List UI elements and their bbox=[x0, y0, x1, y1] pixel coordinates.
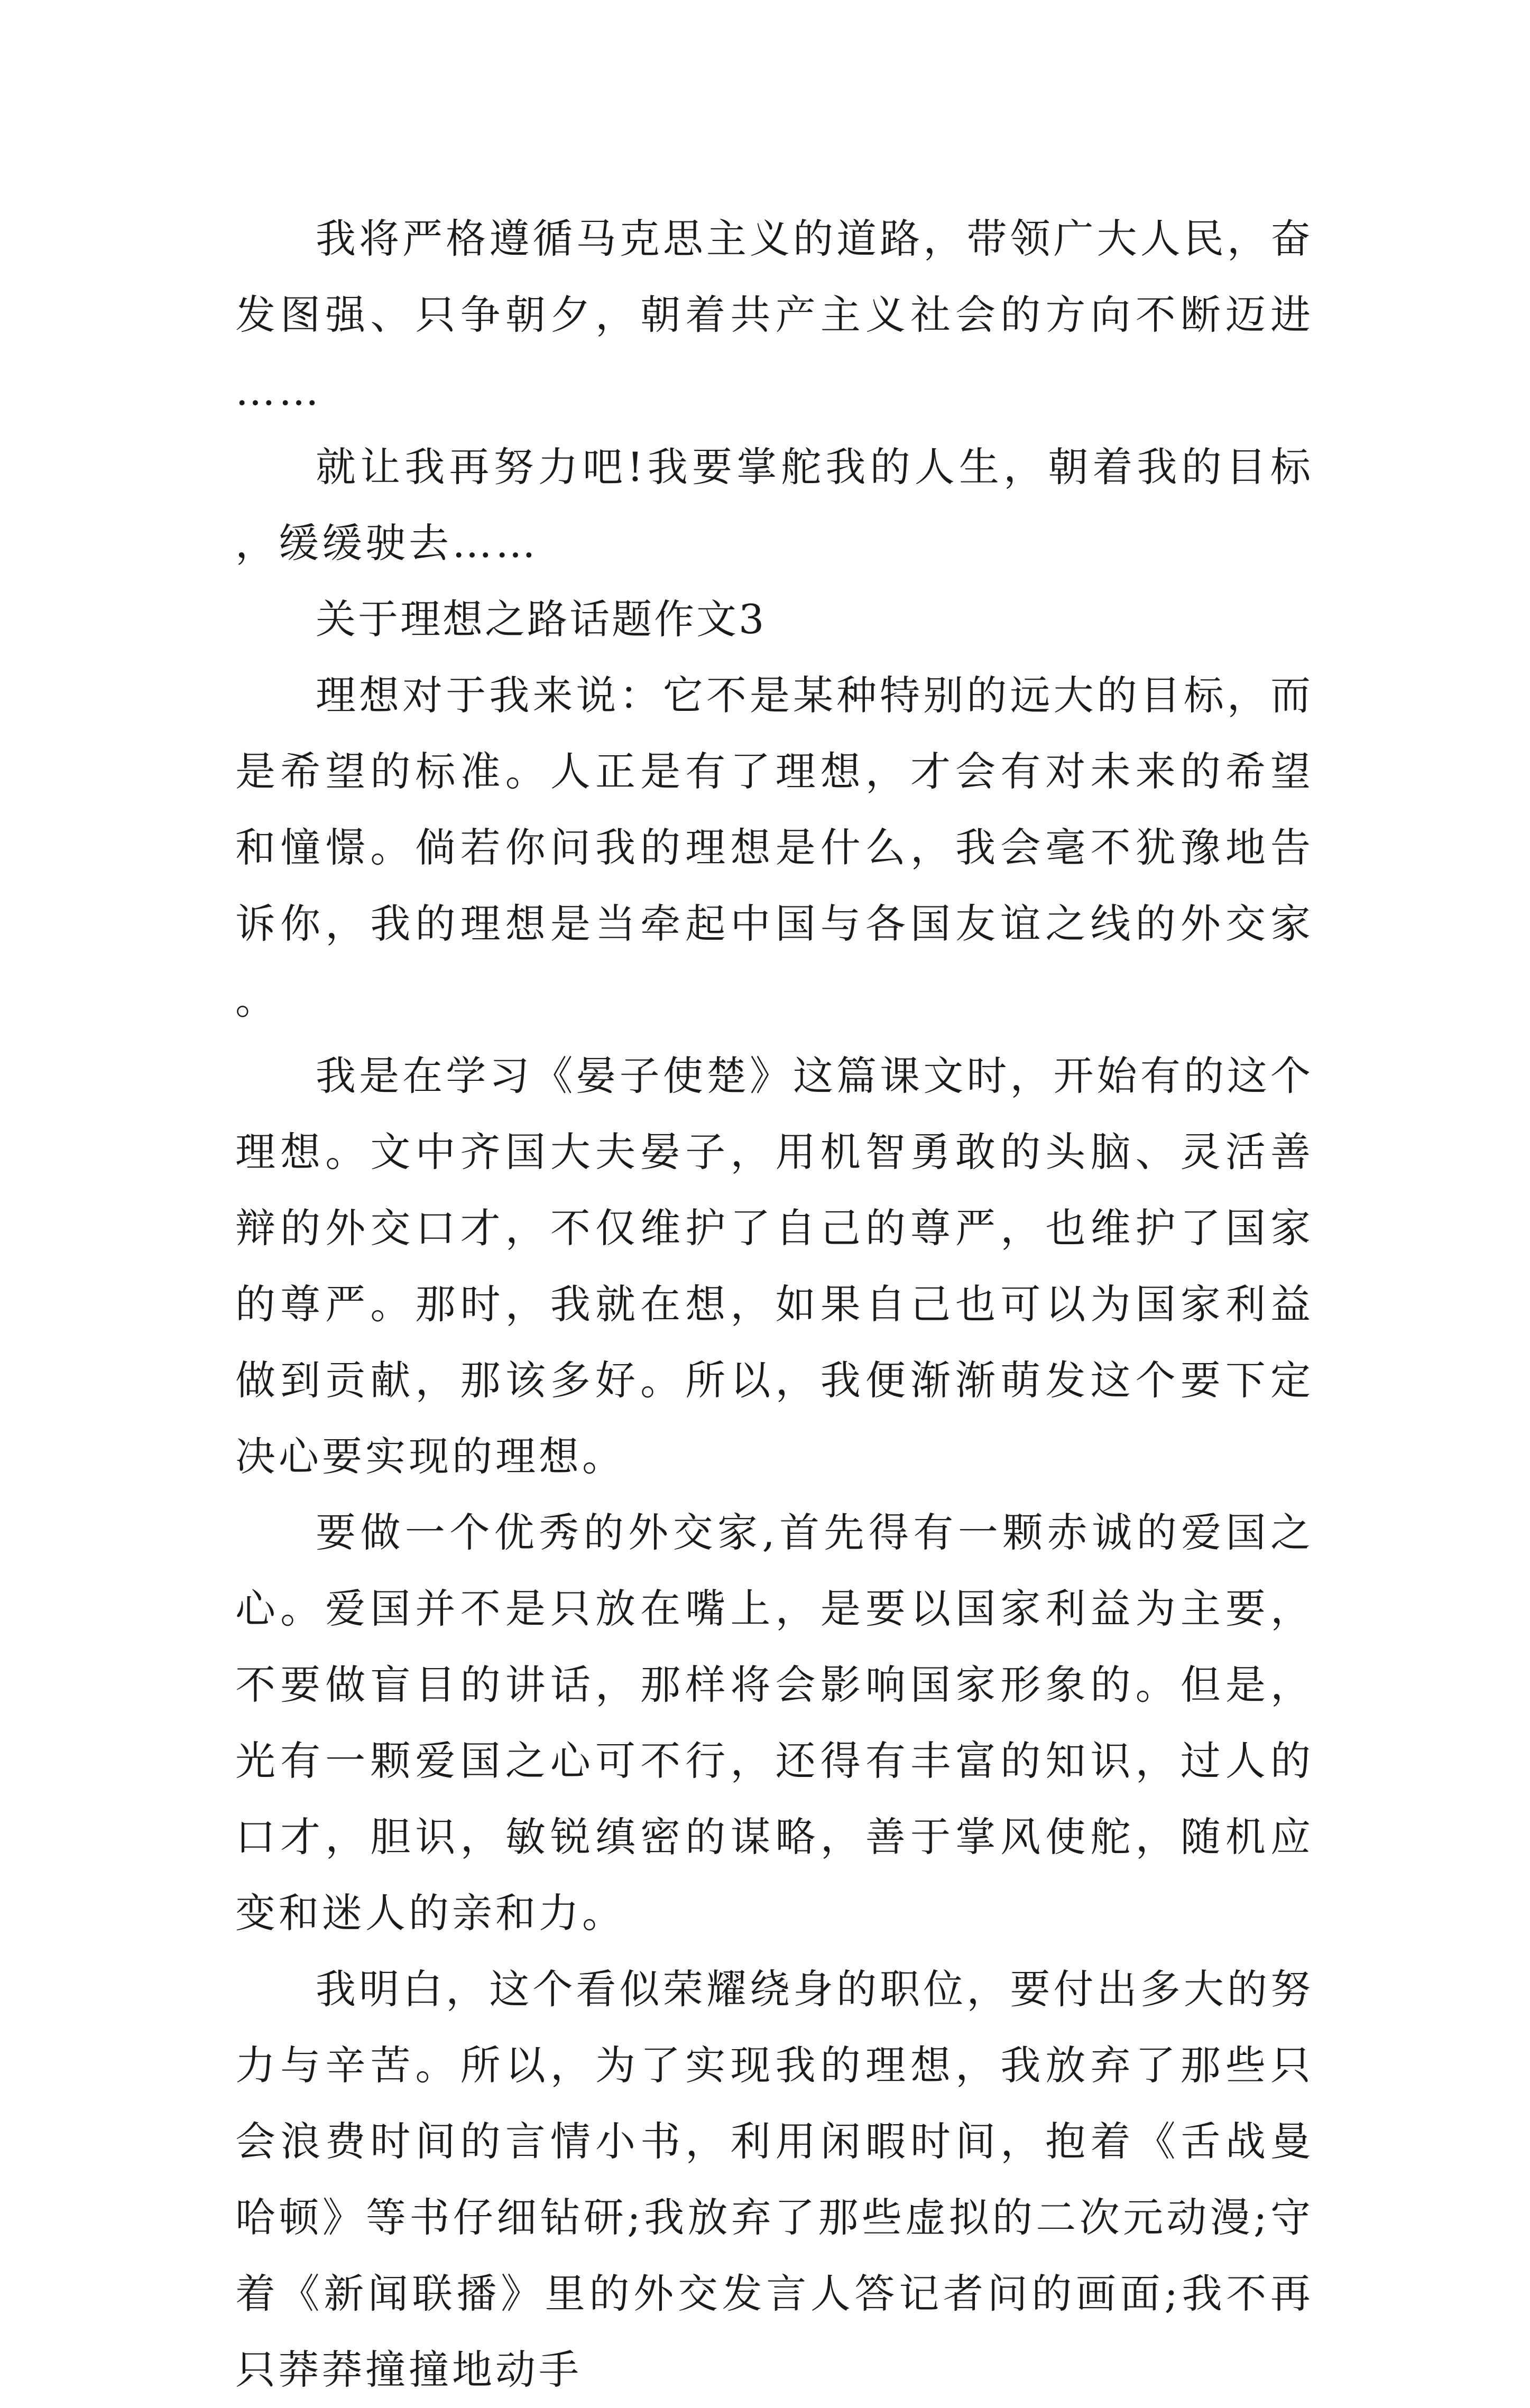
paragraph-6: 我明白，这个看似荣耀绕身的职位，要付出多大的努力与辛苦。所以，为了实现我的理想，我放弃了那些只会浪费时间的言情小书，利用闲暇时间，抱着《舌战曼哈顿》等书仔细钻研;我放弃了那些虚拟的二次元动漫;守着《新闻联播》里的外交发言人答记者问的画面;我不再只莽莽撞撞地动手 bbox=[235, 1966, 1314, 2393]
paragraph-2: 就让我再努力吧!我要掌舵我的人生，朝着我的目标，缓缓驶去…… bbox=[235, 443, 1314, 567]
paragraph-1: 我将严格遵循马克思主义的道路，带领广大人民，奋发图强、只争朝夕，朝着共产主义社会的方向不断迈进…… bbox=[235, 215, 1314, 414]
paragraph-3: 理想对于我来说：它不是某种特别的远大的目标，而是希望的标准。人正是有了理想，才会有对未来的希望和憧憬。倘若你问我的理想是什么，我会毫不犹豫地告诉你，我的理想是当牵起中国与各国友谊之线的外交家。 bbox=[235, 672, 1314, 1023]
paragraph-5: 要做一个优秀的外交家,首先得有一颗赤诚的爱国之心。爱国并不是只放在嘴上，是要以国家利益为主要，不要做盲目的讲话，那样将会影响国家形象的。但是，光有一颗爱国之心可不行，还得有丰富的知识，过人的口才，胆识，敏锐缜密的谋略，善于掌风使舵，随机应变和迷人的亲和力。 bbox=[235, 1509, 1314, 1937]
document-body bbox=[235, 201, 1314, 2408]
essay-heading: 关于理想之路话题作文3 bbox=[316, 596, 767, 643]
paragraph-4: 我是在学习《晏子使楚》这篇课文时，开始有的这个理想。文中齐国大夫晏子，用机智勇敢的头脑、灵活善辩的外交口才，不仅维护了自己的尊严，也维护了国家的尊严。那时，我就在想，如果自己也可以为国家利益做到贡献，那该多好。所以，我便渐渐萌发这个要下定决心要实现的理想。 bbox=[235, 1052, 1314, 1480]
